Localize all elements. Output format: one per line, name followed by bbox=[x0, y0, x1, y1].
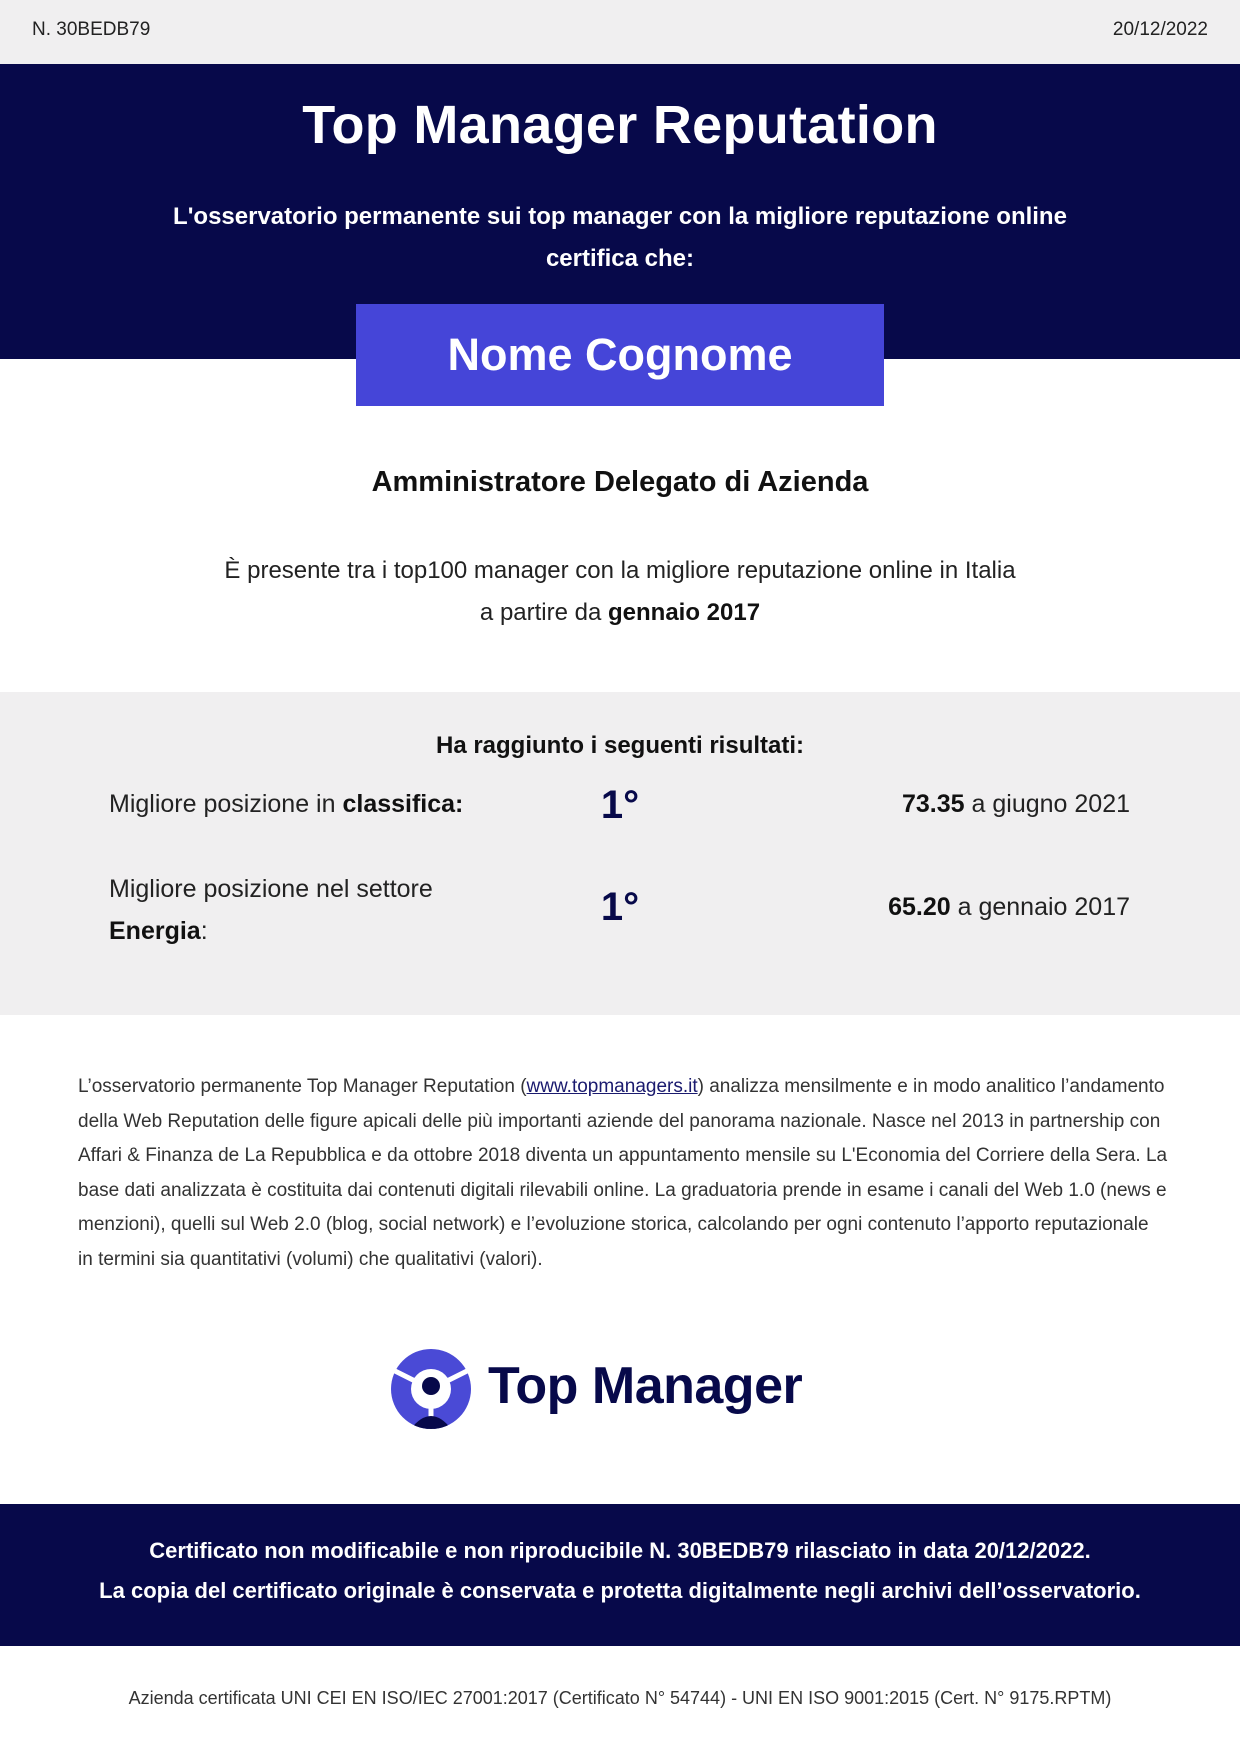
presence-start-date: gennaio 2017 bbox=[608, 599, 761, 626]
page-title: Top Manager Reputation bbox=[302, 95, 938, 155]
description-text-start: L’osservatorio permanente Top Manager Reputation ( bbox=[78, 1076, 527, 1097]
manager-role: Amministratore Delegato di Azienda bbox=[371, 466, 869, 498]
iso-certification: Azienda certificata UNI CEI EN ISO/IEC 27001:2017 (Certificato N° 54744) - UNI EN ISO 9001:2015 (Cert. N° 9175.RPTM) bbox=[128, 1688, 1112, 1708]
manager-name: Nome Cognome bbox=[356, 304, 884, 406]
sector-ranking-label bbox=[109, 868, 469, 952]
website-link[interactable]: www.topmanagers.it bbox=[526, 1076, 698, 1097]
certificate-number: N. 30BEDB79 bbox=[32, 19, 151, 40]
sector-ranking-score bbox=[888, 893, 1130, 922]
overall-score-value: 73.35 bbox=[902, 790, 965, 818]
footer-banner bbox=[0, 1504, 1240, 1646]
overall-ranking-label-text: Migliore posizione in bbox=[109, 790, 336, 818]
overall-ranking-score bbox=[902, 790, 1130, 819]
results-title: Ha raggiunto i seguenti risultati: bbox=[435, 732, 805, 759]
overall-ranking-position: 1° bbox=[600, 783, 640, 827]
sector-label-suffix: : bbox=[200, 917, 208, 945]
sector-ranking-position: 1° bbox=[600, 885, 640, 929]
sector-name: Energia bbox=[109, 917, 201, 945]
footer-archive-statement: La copia del certificato originale è conservata e protetta digitalmente negli archivi dell’osservatorio. bbox=[99, 1578, 1141, 1603]
presence-line-2 bbox=[120, 592, 1120, 634]
description-text-end: ) analizza mensilmente e in modo analitico l’andamento della Web Reputation delle figure apicali delle più importanti aziende del panorama nazionale. Nasce nel 2013 in partnership con Affari & Finanza de La Repubblica e da ottobre 2018 diventa un appuntamento mensile su L'Economia del Corriere della Sera. La base dati analizzata è costituita dai contenuti digitali rilevabili online. La graduatoria prende in esame i canali del Web 1.0 (news e menzioni), quelli sul Web 2.0 (blog, social network) e l’evoluzione storica, calcolando per ogni contenuto l’apporto reputazionale in termini sia quantitativi (volumi) che qualitativi (valori). bbox=[78, 1076, 1168, 1270]
presence-prefix: a partire da bbox=[479, 599, 602, 626]
top-manager-logo-icon bbox=[388, 1346, 474, 1432]
certificate-date: 20/12/2022 bbox=[1112, 19, 1208, 40]
hero-subtitle: L'osservatorio permanente sui top manager con la migliore reputazione online certifica che: bbox=[173, 203, 1067, 272]
results-panel bbox=[0, 692, 1240, 1015]
footer-certificate-statement: Certificato non modificabile e non riproducibile N. 30BEDB79 rilasciato in data 20/12/2022. bbox=[149, 1538, 1091, 1563]
overall-ranking-label bbox=[109, 790, 463, 819]
sector-score-value: 65.20 bbox=[888, 893, 951, 921]
overall-score-date: a giugno 2021 bbox=[971, 790, 1130, 818]
sector-score-date: a gennaio 2017 bbox=[957, 893, 1130, 921]
presence-statement bbox=[120, 550, 1120, 634]
overall-ranking-label-bold: classifica: bbox=[342, 790, 464, 818]
presence-line-1: È presente tra i top100 manager con la migliore reputazione online in Italia bbox=[224, 557, 1016, 584]
logo-wordmark: Top Manager bbox=[488, 1357, 803, 1415]
top-manager-logo bbox=[388, 1346, 858, 1432]
top-bar bbox=[0, 0, 1240, 64]
sector-ranking-label-text: Migliore posizione nel settore bbox=[109, 875, 433, 903]
observatory-description bbox=[78, 1070, 1168, 1277]
